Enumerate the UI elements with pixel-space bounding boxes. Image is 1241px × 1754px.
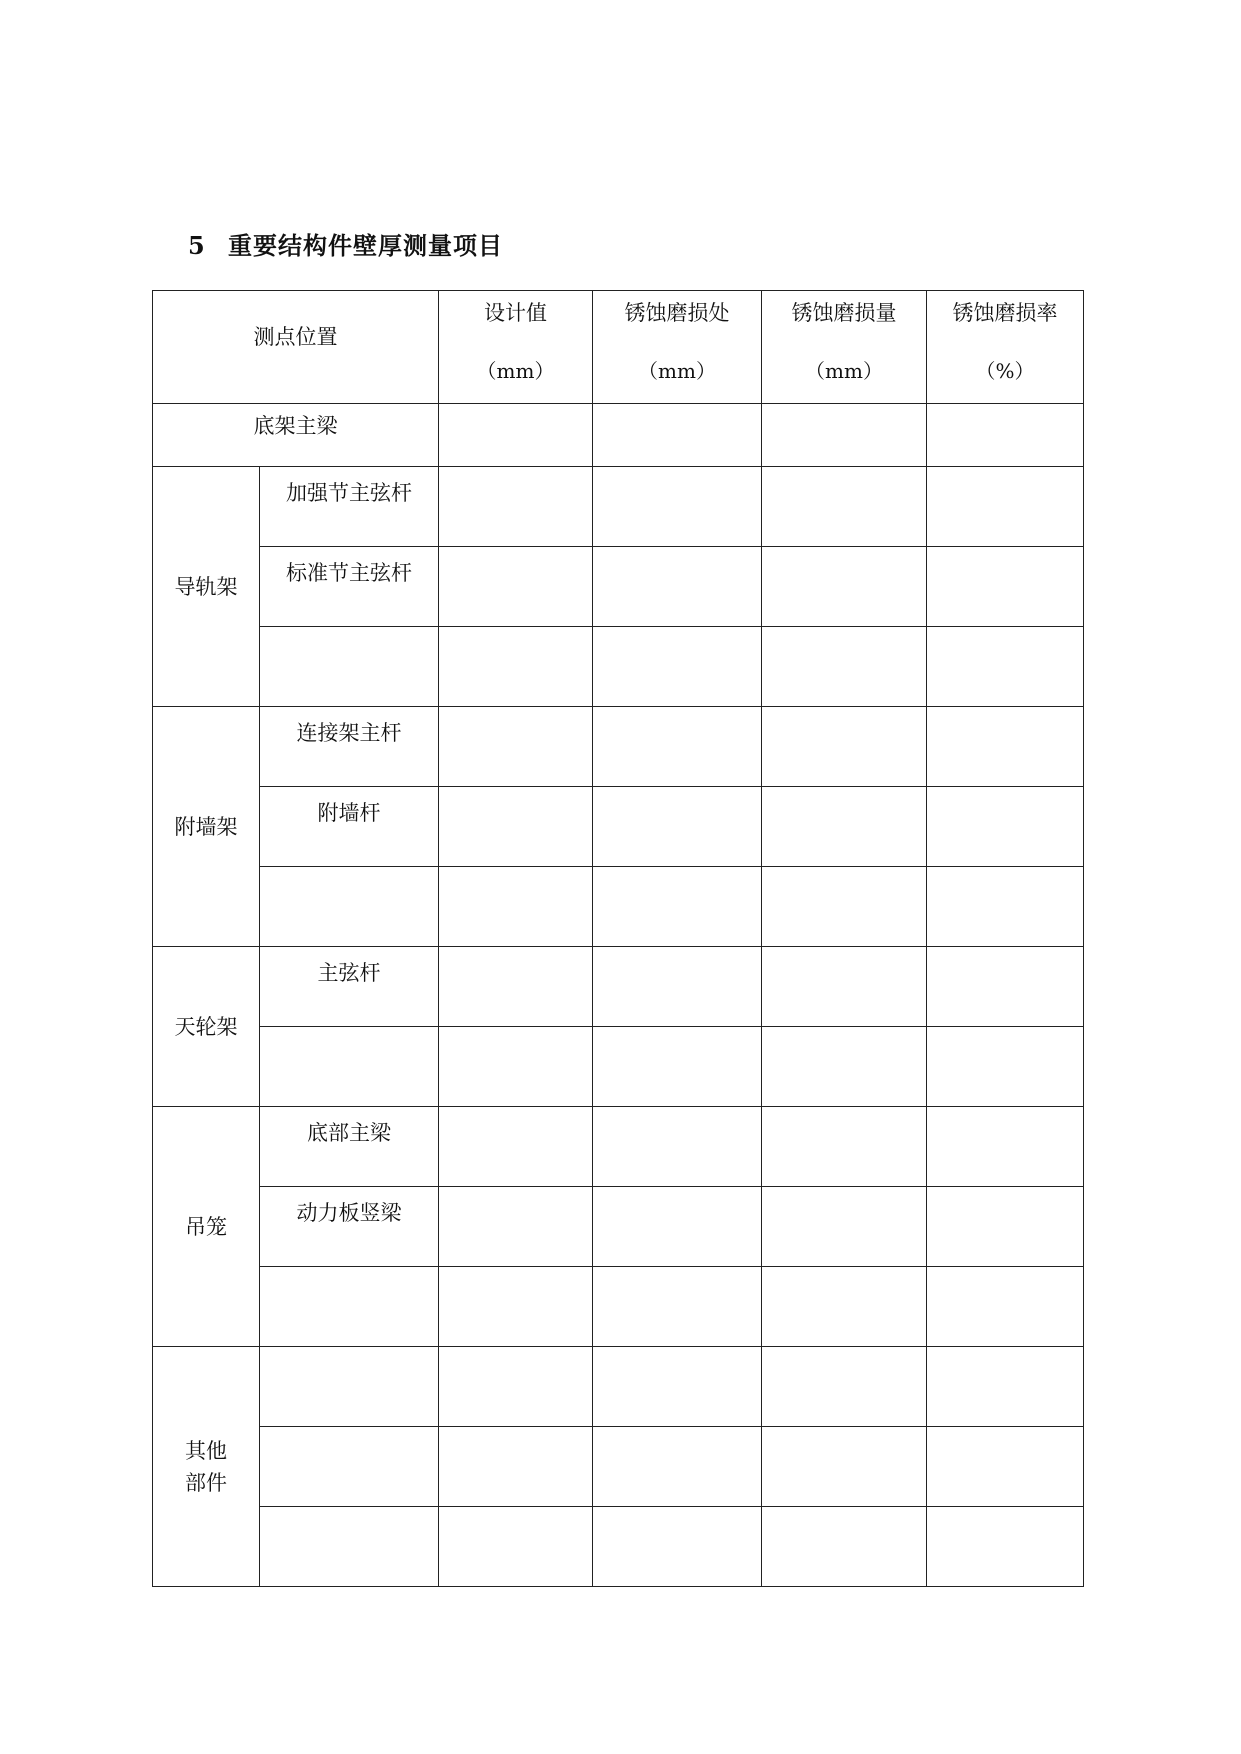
value-cell[interactable]	[439, 1107, 593, 1187]
header-row	[153, 291, 1084, 404]
base-frame-label: 底架主梁	[153, 404, 439, 467]
value-cell[interactable]	[439, 787, 593, 867]
group-label: 其他部件	[153, 1347, 260, 1587]
component-label[interactable]	[260, 867, 439, 947]
table-row	[153, 1107, 1084, 1187]
value-cell[interactable]	[762, 947, 927, 1027]
component-label[interactable]	[260, 1347, 439, 1427]
value-cell[interactable]	[762, 547, 927, 627]
table-row	[153, 787, 1084, 867]
component-label: 底部主梁	[260, 1107, 439, 1187]
table-row	[153, 947, 1084, 1027]
table-row	[153, 1347, 1084, 1427]
group-label: 天轮架	[153, 947, 260, 1107]
value-cell[interactable]	[762, 867, 927, 947]
value-cell[interactable]	[927, 404, 1084, 467]
value-cell[interactable]	[439, 707, 593, 787]
value-cell[interactable]	[439, 1347, 593, 1427]
section-title: 重要结构件壁厚测量项目	[228, 231, 503, 260]
component-label[interactable]	[260, 627, 439, 707]
section-heading	[188, 226, 503, 261]
measurement-table	[152, 290, 1084, 1587]
value-cell[interactable]	[762, 1427, 927, 1507]
component-label[interactable]	[260, 1427, 439, 1507]
component-label: 动力板竖梁	[260, 1187, 439, 1267]
value-cell[interactable]	[927, 1107, 1084, 1187]
value-cell[interactable]	[762, 1347, 927, 1427]
value-cell[interactable]	[927, 1187, 1084, 1267]
value-cell[interactable]	[927, 1427, 1084, 1507]
value-cell[interactable]	[439, 404, 593, 467]
header-corrosion-amount: 锈蚀磨损量 （mm）	[762, 291, 927, 404]
value-cell[interactable]	[762, 627, 927, 707]
value-cell[interactable]	[593, 1187, 762, 1267]
component-label[interactable]	[260, 1027, 439, 1107]
table-row	[153, 547, 1084, 627]
component-label: 附墙杆	[260, 787, 439, 867]
value-cell[interactable]	[593, 1267, 762, 1347]
value-cell[interactable]	[927, 947, 1084, 1027]
table-row	[153, 1267, 1084, 1347]
value-cell[interactable]	[439, 1187, 593, 1267]
component-label: 加强节主弦杆	[260, 467, 439, 547]
table-row	[153, 1027, 1084, 1107]
header-design-value: 设计值 （mm）	[439, 291, 593, 404]
table-row	[153, 867, 1084, 947]
value-cell[interactable]	[593, 1507, 762, 1587]
value-cell[interactable]	[927, 1027, 1084, 1107]
value-cell[interactable]	[439, 467, 593, 547]
group-label: 附墙架	[153, 707, 260, 947]
value-cell[interactable]	[762, 1107, 927, 1187]
table-row	[153, 404, 1084, 467]
value-cell[interactable]	[927, 707, 1084, 787]
value-cell[interactable]	[593, 707, 762, 787]
value-cell[interactable]	[593, 1427, 762, 1507]
component-label: 主弦杆	[260, 947, 439, 1027]
value-cell[interactable]	[762, 787, 927, 867]
value-cell[interactable]	[439, 627, 593, 707]
component-label: 连接架主杆	[260, 707, 439, 787]
value-cell[interactable]	[593, 1107, 762, 1187]
table-row	[153, 1427, 1084, 1507]
component-label[interactable]	[260, 1507, 439, 1587]
value-cell[interactable]	[762, 1027, 927, 1107]
table-row	[153, 707, 1084, 787]
component-label[interactable]	[260, 1267, 439, 1347]
value-cell[interactable]	[927, 547, 1084, 627]
table-row	[153, 467, 1084, 547]
value-cell[interactable]	[593, 1027, 762, 1107]
header-corrosion-location: 锈蚀磨损处 （mm）	[593, 291, 762, 404]
value-cell[interactable]	[439, 547, 593, 627]
value-cell[interactable]	[593, 787, 762, 867]
header-position: 测点位置	[153, 291, 439, 404]
value-cell[interactable]	[927, 467, 1084, 547]
value-cell[interactable]	[439, 1427, 593, 1507]
value-cell[interactable]	[927, 1347, 1084, 1427]
value-cell[interactable]	[927, 627, 1084, 707]
value-cell[interactable]	[593, 627, 762, 707]
value-cell[interactable]	[927, 867, 1084, 947]
value-cell[interactable]	[439, 867, 593, 947]
header-corrosion-rate: 锈蚀磨损率 （%）	[927, 291, 1084, 404]
value-cell[interactable]	[593, 867, 762, 947]
value-cell[interactable]	[927, 1267, 1084, 1347]
section-number: 5	[188, 231, 206, 260]
value-cell[interactable]	[439, 1267, 593, 1347]
value-cell[interactable]	[593, 547, 762, 627]
table-row	[153, 1507, 1084, 1587]
value-cell[interactable]	[762, 467, 927, 547]
value-cell[interactable]	[762, 1267, 927, 1347]
value-cell[interactable]	[762, 1507, 927, 1587]
value-cell[interactable]	[762, 707, 927, 787]
group-label: 导轨架	[153, 467, 260, 707]
value-cell[interactable]	[593, 1347, 762, 1427]
value-cell[interactable]	[593, 947, 762, 1027]
table-row	[153, 627, 1084, 707]
value-cell[interactable]	[762, 1187, 927, 1267]
value-cell[interactable]	[762, 404, 927, 467]
value-cell[interactable]	[439, 1507, 593, 1587]
value-cell[interactable]	[439, 1027, 593, 1107]
value-cell[interactable]	[927, 1507, 1084, 1587]
table-row	[153, 1187, 1084, 1267]
value-cell[interactable]	[593, 467, 762, 547]
value-cell[interactable]	[927, 787, 1084, 867]
component-label: 标准节主弦杆	[260, 547, 439, 627]
group-label: 吊笼	[153, 1107, 260, 1347]
value-cell[interactable]	[593, 404, 762, 467]
value-cell[interactable]	[439, 947, 593, 1027]
